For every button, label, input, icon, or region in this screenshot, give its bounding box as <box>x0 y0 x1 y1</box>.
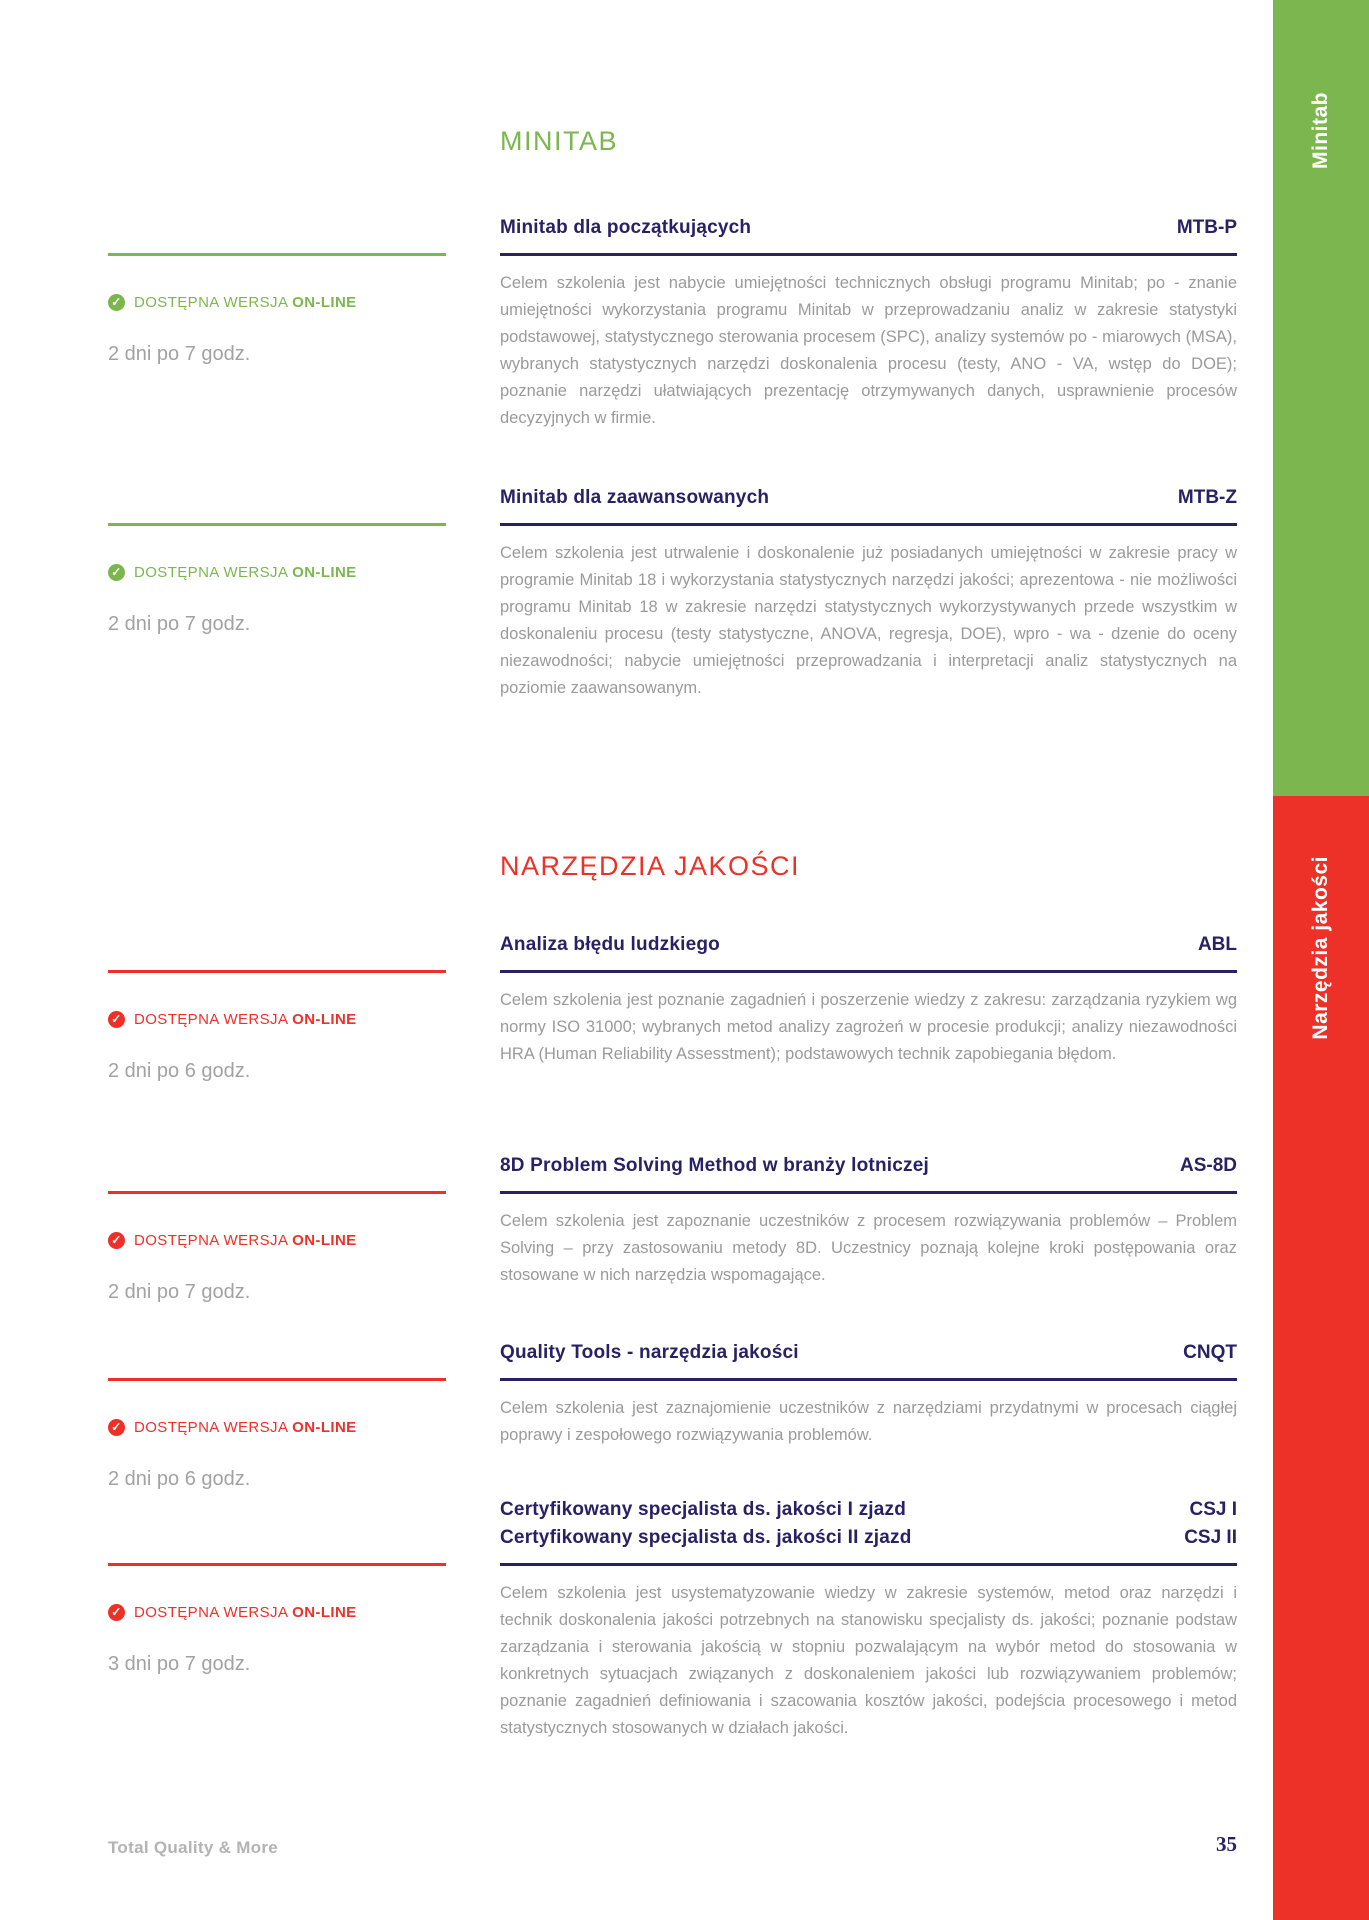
course-csj <box>500 1496 1237 1742</box>
badge-text <box>134 564 357 581</box>
course-description: Celem szkolenia jest utrwalenie i doskonalenie już posiadanych umiejętności w zakresie pracy w programie Minitab 18 i wykorzystania statystycznych narzędzi jakości; aprezentowa - nie możliwości programu Minitab 18 w zakresie narzędzi statystycznych wykorzystywanych przede wszystkim w doskonaleniu procesu (testy statystyczne, ANOVA, regresja, DOE), wpro - wa - dzenie do oceny niezawodności; nabycie umiejętności przeprowadzania i interpretacji analiz statystycznych na poziomie zaawansowanym. <box>500 544 1237 697</box>
note-divider <box>108 970 446 973</box>
section-header-minitab: MINITAB <box>500 126 618 156</box>
course-code: AS-8D <box>1179 1155 1237 1176</box>
badge-label: DOSTĘPNA WERSJA <box>134 1010 288 1028</box>
availability-note <box>108 1191 446 1304</box>
badge-label: DOSTĘPNA WERSJA <box>134 1231 288 1249</box>
note-divider <box>108 1563 446 1566</box>
availability-note <box>108 970 446 1083</box>
course-description: Celem szkolenia jest nabycie umiejętności technicznych obsługi programu Minitab; po - znanie umiejętności wykorzystania programu Minitab w przeprowadzaniu analiz w zakresie statystyki podstawowej, statystycznego sterowania procesem (SPC), analizy systemów po - miarowych (MSA), wybranych statystycznych narzędzi doskonalenia procesu (testy, ANO - VA, wstęp do DOE); poznanie narzędzi ułatwiających prezentację otrzymywanych danych, usprawnienie procesów decyzyjnych w firmie. <box>500 274 1237 427</box>
badge-label: DOSTĘPNA WERSJA <box>134 1418 288 1436</box>
note-divider <box>108 1191 446 1194</box>
badge-text <box>134 1232 357 1249</box>
course-duration: 2 dni po 7 godz. <box>108 1281 251 1303</box>
badge-text <box>134 1419 357 1436</box>
course-title: Quality Tools - narzędzia jakości <box>500 1342 799 1363</box>
check-circle-icon: ✓ <box>108 1604 125 1621</box>
course-cnqt <box>500 1339 1237 1449</box>
course-code: CNQT <box>1183 1342 1237 1363</box>
course-code: MTB-Z <box>1177 487 1237 508</box>
badge-highlight: ON-LINE <box>292 1010 357 1028</box>
tab-narzedzia-label-zone <box>1273 845 1369 1050</box>
check-circle-icon: ✓ <box>108 1232 125 1249</box>
course-description: Celem szkolenia jest zapoznanie uczestników z procesem rozwiązywania problemów – Problem Solving – przy zastosowaniu metody 8D. Uczestnicy poznają kolejne kroki postępowania oraz stosowane w nich narzędzia wspomagające. <box>500 1212 1237 1284</box>
online-badge <box>108 1602 446 1622</box>
page-number: 35 <box>1216 1832 1237 1856</box>
course-duration: 2 dni po 7 godz. <box>108 613 251 635</box>
course-duration: 3 dni po 7 godz. <box>108 1653 251 1675</box>
course-title: Minitab dla początkujących <box>500 217 752 238</box>
course-title: Analiza błędu ludzkiego <box>500 934 720 955</box>
check-circle-icon: ✓ <box>108 1419 125 1436</box>
course-as-8d <box>500 1152 1237 1289</box>
online-badge <box>108 1230 446 1250</box>
course-description: Celem szkolenia jest usystematyzowanie wiedzy w zakresie systemów, metod oraz narzędzi i technik doskonalenia jakości potrzebnych na stanowisku specjalisty ds. jakości; poznanie podstaw zarządzania i sterowania jakością w stopniu pozwalającym na wybór metod do stosowania w konkretnych sytuacjach związanych z doskonaleniem jakości lub rozwiązywaniem problemów; poznanie zagadnień definiowania i szacowania kosztów jakości, podejścia procesowego i metod statystycznych stosowanych w działach jakości. <box>500 1584 1237 1737</box>
badge-highlight: ON-LINE <box>292 563 357 581</box>
badge-text <box>134 294 357 311</box>
badge-text <box>134 1011 357 1028</box>
tab-minitab-label-zone <box>1273 40 1369 220</box>
online-badge <box>108 1417 446 1437</box>
online-badge <box>108 292 446 312</box>
course-title: Certyfikowany specjalista ds. jakości II zjazd <box>500 1527 912 1548</box>
title-divider <box>500 253 1237 256</box>
badge-highlight: ON-LINE <box>292 1418 357 1436</box>
course-description: Celem szkolenia jest zaznajomienie uczestników z narzędziami przydatnymi w procesach ciągłej poprawy i zespołowego rozwiązywania problemów. <box>500 1399 1237 1444</box>
availability-note <box>108 1563 446 1676</box>
note-divider <box>108 523 446 526</box>
availability-note <box>108 523 446 636</box>
title-divider <box>500 1191 1237 1194</box>
badge-text <box>134 1604 357 1621</box>
badge-highlight: ON-LINE <box>292 293 357 311</box>
course-mtb-z <box>500 484 1237 702</box>
check-circle-icon: ✓ <box>108 1011 125 1028</box>
course-title: Minitab dla zaawansowanych <box>500 487 770 508</box>
online-badge <box>108 1009 446 1029</box>
course-abl <box>500 931 1237 1068</box>
check-circle-icon: ✓ <box>108 564 125 581</box>
title-divider <box>500 1563 1237 1566</box>
course-duration: 2 dni po 7 godz. <box>108 343 251 365</box>
availability-note <box>108 253 446 366</box>
online-badge <box>108 562 446 582</box>
title-divider <box>500 970 1237 973</box>
course-code: MTB-P <box>1176 217 1237 238</box>
course-code: CSJ II <box>1184 1527 1237 1548</box>
course-title: Certyfikowany specjalista ds. jakości I zjazd <box>500 1499 907 1520</box>
course-duration: 2 dni po 6 godz. <box>108 1468 251 1490</box>
course-title: 8D Problem Solving Method w branży lotniczej <box>500 1155 929 1176</box>
tab-label-narzedzia-jakosci: Narzędzia jakości <box>1309 855 1332 1040</box>
badge-label: DOSTĘPNA WERSJA <box>134 1603 288 1621</box>
course-mtb-p <box>500 214 1237 432</box>
badge-label: DOSTĘPNA WERSJA <box>134 293 288 311</box>
badge-highlight: ON-LINE <box>292 1603 357 1621</box>
title-divider <box>500 523 1237 526</box>
note-divider <box>108 1378 446 1381</box>
course-code: CSJ I <box>1189 1499 1237 1520</box>
course-description: Celem szkolenia jest poznanie zagadnień i poszerzenie wiedzy z zakresu: zarządzania ryzykiem wg normy ISO 31000; wybranych metod analizy zagrożeń w procesie produkcji; analizy niezawodności HRA (Human Reliability Assesstment); podstawowych technik zapobiegania błędom. <box>500 991 1237 1063</box>
availability-note <box>108 1378 446 1491</box>
badge-label: DOSTĘPNA WERSJA <box>134 563 288 581</box>
title-divider <box>500 1378 1237 1381</box>
section-header-narzedzia-jakosci: NARZĘDZIA JAKOŚCI <box>500 851 801 881</box>
course-duration: 2 dni po 6 godz. <box>108 1060 251 1082</box>
badge-highlight: ON-LINE <box>292 1231 357 1249</box>
course-code: ABL <box>1197 934 1237 955</box>
footer-brand: Total Quality & More <box>108 1838 279 1857</box>
tab-label-minitab: Minitab <box>1309 91 1332 169</box>
note-divider <box>108 253 446 256</box>
check-circle-icon: ✓ <box>108 294 125 311</box>
